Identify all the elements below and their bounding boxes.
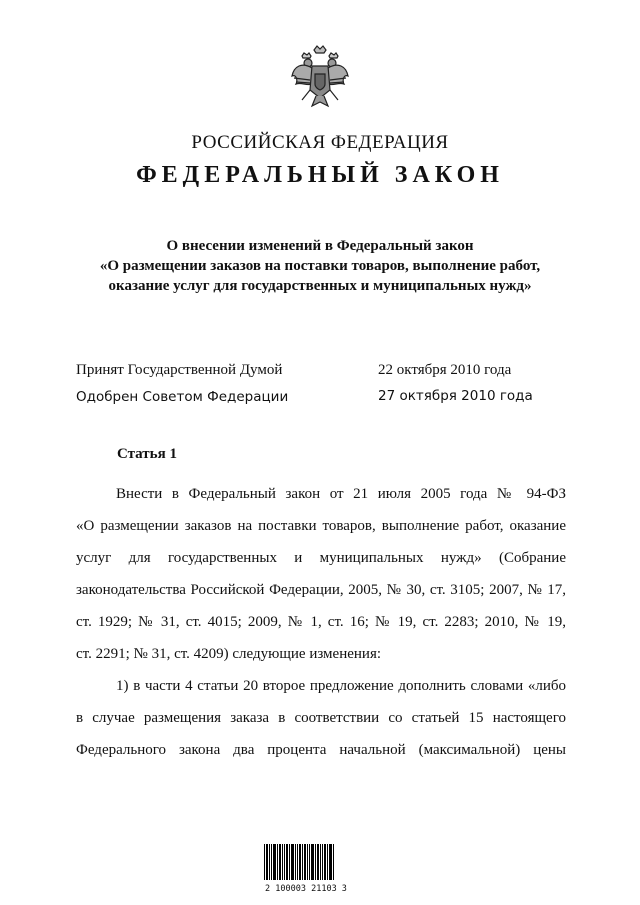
document-type: ФЕДЕРАЛЬНЫЙ ЗАКОН <box>136 162 504 188</box>
barcode-number: 2 100003 21103 3 <box>265 884 347 894</box>
article-line: в случае размещения заказа в соответствии со статьей 15 настоящего <box>76 710 566 726</box>
duma-adoption-label: Принят Государственной Думой <box>76 362 283 378</box>
country-name: РОССИЙСКАЯ ФЕДЕРАЦИЯ <box>191 132 449 153</box>
article-body <box>76 478 566 766</box>
article-line: «О размещении заказов на поставки товаров, выполнение работ, оказание <box>76 518 566 534</box>
article-heading: Статья 1 <box>117 446 177 462</box>
article-line: 1) в части 4 статьи 20 второе предложение дополнить словами «либо <box>116 678 566 694</box>
article-line: законодательства Российской Федерации, 2005, № 30, ст. 3105; 2007, № 17, <box>76 582 566 598</box>
article-line: Федерального закона два процента начальной (максимальной) цены <box>76 742 566 758</box>
council-approval-label: Одобрен Советом Федерации <box>76 389 289 405</box>
article-line: услуг для государственных и муниципальных нужд» (Собрание <box>76 550 566 566</box>
law-title-line: «О размещении заказов на поставки товаров, выполнение работ, <box>99 258 541 274</box>
barcode-icon <box>264 840 348 880</box>
article-line: ст. 2291; № 31, ст. 4209) следующие изменения: <box>76 646 382 662</box>
law-title-line: О внесении изменений в Федеральный закон <box>166 238 474 254</box>
russian-coat-of-arms-icon <box>288 44 352 116</box>
law-title-line: оказание услуг для государственных и муниципальных нужд» <box>108 278 532 294</box>
article-line: Внести в Федеральный закон от 21 июля 2005 года № 94-ФЗ <box>116 486 566 502</box>
law-title <box>60 236 580 296</box>
duma-adoption-date: 22 октября 2010 года <box>378 362 512 378</box>
council-approval-date: 27 октября 2010 года <box>378 388 533 404</box>
barcode <box>264 840 348 896</box>
article-line: ст. 1929; № 31, ст. 4015; 2009, № 1, ст. 16; № 19, ст. 2283; 2010, № 19, <box>76 614 566 630</box>
